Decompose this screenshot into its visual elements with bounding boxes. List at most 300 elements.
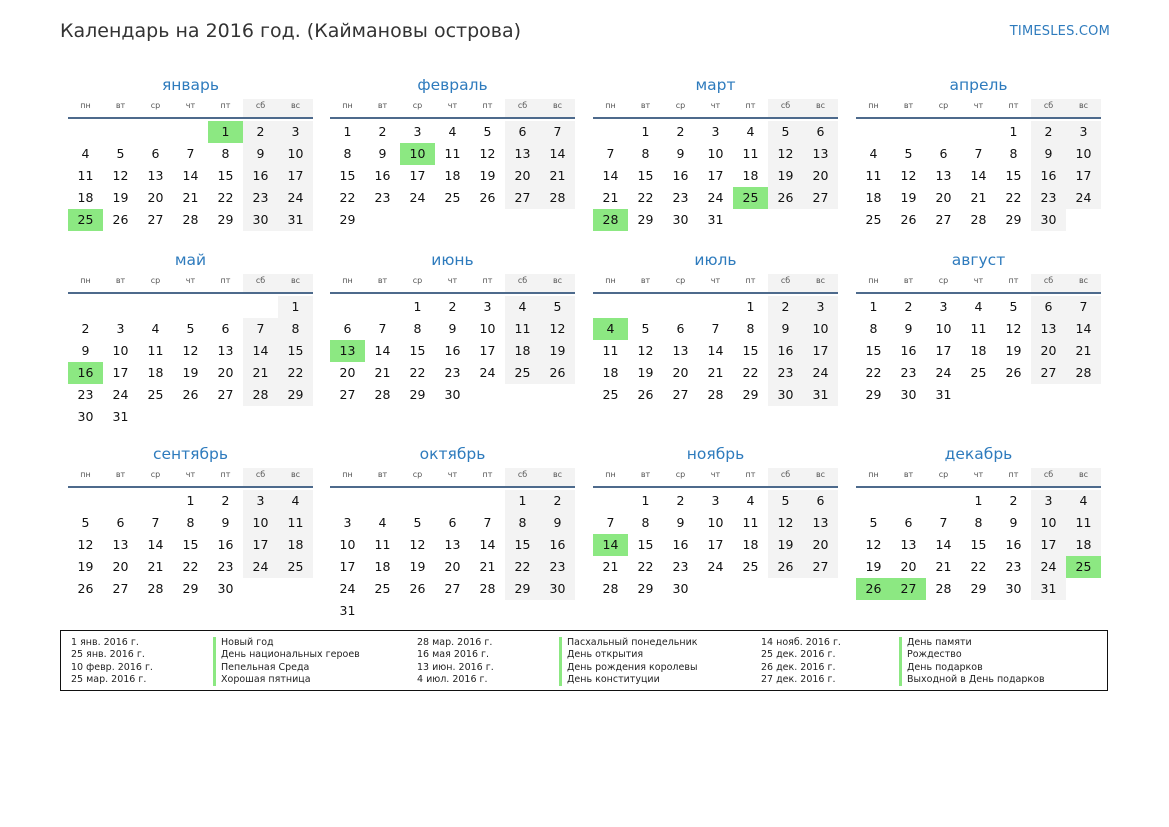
day-cell: 15 [505, 534, 540, 556]
month-title: март [695, 76, 736, 94]
holiday-day-cell: 1 [208, 121, 243, 143]
day-cell: 18 [1066, 534, 1101, 556]
day-cell: 15 [182, 537, 199, 552]
day-cell: 19 [409, 559, 426, 574]
day-cell: 7 [186, 146, 195, 161]
day-cell: 11 [374, 537, 391, 552]
legend-date: 1 янв. 2016 г. [71, 637, 139, 648]
day-cell: 5 [116, 146, 125, 161]
day-cell: 11 [444, 146, 461, 161]
day-cell: 6 [505, 121, 540, 143]
day-cell: 13 [803, 143, 838, 165]
day-cell: 1 [641, 493, 650, 508]
day-cell: 13 [444, 537, 461, 552]
legend-date: 13 июн. 2016 г. [417, 661, 494, 673]
day-cell: 10 [803, 318, 838, 340]
day-cell: 26 [112, 212, 129, 227]
day-cell: 2 [1009, 493, 1018, 508]
legend-holiday-name: День открытия [559, 649, 698, 661]
day-cell: 10 [1066, 143, 1101, 165]
legend-date-column [417, 637, 494, 686]
day-cell: 21 [147, 559, 164, 574]
day-cell: 1 [505, 490, 540, 512]
weekday-header [856, 468, 1101, 488]
day-cell: 19 [865, 559, 882, 574]
day-cell: 15 [865, 343, 882, 358]
day-cell: 22 [865, 365, 882, 380]
empty-cell [891, 121, 926, 143]
day-grid [68, 296, 313, 428]
day-cell: 8 [641, 146, 650, 161]
day-cell: 5 [869, 515, 878, 530]
day-cell: 11 [970, 321, 987, 336]
weekday-label: пн [342, 470, 353, 479]
weekday-label: пт [1008, 470, 1019, 479]
day-cell: 10 [278, 143, 313, 165]
empty-cell [698, 296, 733, 318]
day-cell: 3 [243, 490, 278, 512]
day-cell: 12 [77, 537, 94, 552]
holiday-day-cell: 14 [593, 534, 628, 556]
holiday-day-cell: 4 [593, 318, 628, 340]
month-block [330, 250, 575, 406]
empty-cell [103, 296, 138, 318]
day-cell: 12 [479, 146, 496, 161]
day-cell: 7 [711, 321, 720, 336]
day-cell: 19 [768, 534, 803, 556]
day-cell: 29 [339, 212, 356, 227]
day-cell: 16 [374, 168, 391, 183]
legend-date: 25 дек. 2016 г. [761, 649, 836, 661]
weekday-label: ср [938, 276, 949, 285]
day-cell: 30 [1005, 581, 1022, 596]
month-block [856, 444, 1101, 600]
day-cell: 1 [413, 299, 422, 314]
empty-cell [173, 121, 208, 143]
weekday-label: чт [185, 101, 196, 110]
day-cell: 14 [374, 343, 391, 358]
day-cell: 19 [1005, 343, 1022, 358]
day-cell: 24 [112, 387, 129, 402]
day-cell: 14 [243, 340, 278, 362]
weekday-label: чт [973, 276, 984, 285]
weekday-label: пт [482, 470, 493, 479]
day-cell: 8 [1009, 146, 1018, 161]
site-brand-link[interactable]: TIMESLES.COM [1009, 24, 1110, 39]
day-cell: 29 [217, 212, 234, 227]
day-cell: 12 [1005, 321, 1022, 336]
weekday-label: вт [903, 101, 914, 110]
day-cell: 22 [637, 559, 654, 574]
legend-holiday-name: Рождество [899, 649, 1045, 661]
day-cell: 2 [378, 124, 387, 139]
day-cell: 21 [707, 365, 724, 380]
day-cell: 20 [444, 559, 461, 574]
day-grid [68, 121, 313, 231]
day-cell: 20 [1031, 340, 1066, 362]
weekday-header [593, 274, 838, 294]
day-cell: 18 [865, 190, 882, 205]
day-cell: 23 [374, 190, 391, 205]
day-cell: 15 [409, 343, 426, 358]
day-cell: 9 [676, 515, 685, 530]
empty-cell [628, 296, 663, 318]
holiday-legend [60, 630, 1108, 691]
day-cell: 5 [641, 321, 650, 336]
day-cell: 29 [742, 387, 759, 402]
holiday-day-cell: 25 [733, 187, 768, 209]
day-cell: 26 [768, 556, 803, 578]
legend-date: 26 дек. 2016 г. [761, 661, 836, 673]
day-cell: 13 [112, 537, 129, 552]
empty-cell [365, 296, 400, 318]
day-cell: 17 [479, 343, 496, 358]
weekday-label: вт [640, 276, 651, 285]
empty-cell [138, 296, 173, 318]
weekday-label: ср [150, 101, 161, 110]
day-cell: 13 [505, 143, 540, 165]
weekday-header [68, 99, 313, 119]
day-cell: 12 [409, 537, 426, 552]
day-cell: 17 [243, 534, 278, 556]
day-cell: 2 [221, 493, 230, 508]
day-cell: 30 [768, 384, 803, 406]
weekday-label: чт [447, 276, 458, 285]
day-cell: 8 [641, 515, 650, 530]
day-cell: 26 [900, 212, 917, 227]
day-cell: 21 [970, 190, 987, 205]
weekday-header [68, 468, 313, 488]
day-cell: 21 [243, 362, 278, 384]
day-cell: 23 [1005, 559, 1022, 574]
day-cell: 11 [505, 318, 540, 340]
month-block [593, 250, 838, 406]
day-cell: 22 [742, 365, 759, 380]
day-cell: 31 [1031, 578, 1066, 600]
day-cell: 25 [505, 362, 540, 384]
day-cell: 26 [409, 581, 426, 596]
day-cell: 4 [448, 124, 457, 139]
day-cell: 1 [186, 493, 195, 508]
day-cell: 25 [602, 387, 619, 402]
day-cell: 19 [112, 190, 129, 205]
weekday-label: сб [1031, 468, 1066, 486]
day-grid [330, 490, 575, 622]
day-cell: 8 [869, 321, 878, 336]
legend-name-column [559, 637, 698, 686]
day-cell: 24 [339, 581, 356, 596]
day-cell: 3 [711, 493, 720, 508]
day-cell: 8 [413, 321, 422, 336]
day-cell: 30 [900, 387, 917, 402]
day-cell: 5 [768, 121, 803, 143]
day-cell: 26 [768, 187, 803, 209]
day-cell: 11 [742, 146, 759, 161]
day-cell: 7 [939, 515, 948, 530]
day-cell: 23 [768, 362, 803, 384]
day-cell: 27 [112, 581, 129, 596]
day-cell: 16 [444, 343, 461, 358]
day-cell: 16 [1005, 537, 1022, 552]
weekday-label: вт [640, 101, 651, 110]
day-cell: 6 [343, 321, 352, 336]
weekday-header [330, 274, 575, 294]
month-title: ноябрь [686, 445, 745, 463]
day-cell: 25 [865, 212, 882, 227]
weekday-label: ср [412, 470, 423, 479]
day-cell: 28 [707, 387, 724, 402]
day-cell: 5 [413, 515, 422, 530]
day-grid [68, 490, 313, 600]
day-cell: 11 [147, 343, 164, 358]
day-cell: 18 [147, 365, 164, 380]
day-cell: 23 [900, 365, 917, 380]
month-block [593, 75, 838, 231]
month-block [856, 250, 1101, 406]
day-cell: 10 [1031, 512, 1066, 534]
weekday-label: вт [377, 470, 388, 479]
day-cell: 14 [707, 343, 724, 358]
day-cell: 9 [448, 321, 457, 336]
day-cell: 21 [935, 559, 952, 574]
day-cell: 12 [540, 318, 575, 340]
day-cell: 4 [746, 493, 755, 508]
day-cell: 29 [865, 387, 882, 402]
day-cell: 29 [278, 384, 313, 406]
day-cell: 26 [637, 387, 654, 402]
day-cell: 22 [409, 365, 426, 380]
legend-date-column [761, 637, 841, 686]
day-cell: 20 [672, 365, 689, 380]
day-cell: 14 [970, 168, 987, 183]
empty-cell [330, 296, 365, 318]
day-cell: 28 [540, 187, 575, 209]
day-cell: 10 [243, 512, 278, 534]
day-cell: 16 [217, 537, 234, 552]
day-cell: 27 [339, 387, 356, 402]
day-cell: 29 [505, 578, 540, 600]
day-cell: 22 [970, 559, 987, 574]
month-block [330, 444, 575, 622]
day-cell: 13 [672, 343, 689, 358]
legend-holiday-name: Хорошая пятница [213, 674, 360, 686]
day-cell: 18 [374, 559, 391, 574]
empty-cell [400, 490, 435, 512]
weekday-label: чт [185, 276, 196, 285]
month-block [68, 250, 313, 428]
day-cell: 3 [343, 515, 352, 530]
legend-name-column [899, 637, 1045, 686]
weekday-label: ср [675, 470, 686, 479]
legend-date: 4 июл. 2016 г. [417, 673, 488, 685]
day-cell: 13 [900, 537, 917, 552]
legend-date: 28 мар. 2016 г. [417, 637, 493, 648]
day-cell: 23 [540, 556, 575, 578]
day-cell: 27 [672, 387, 689, 402]
empty-cell [330, 490, 365, 512]
day-cell: 27 [444, 581, 461, 596]
day-cell: 10 [707, 515, 724, 530]
day-cell: 17 [339, 559, 356, 574]
day-cell: 17 [1066, 165, 1101, 187]
day-cell: 2 [540, 490, 575, 512]
weekday-label: пт [745, 276, 756, 285]
month-block [856, 75, 1101, 231]
day-cell: 19 [479, 168, 496, 183]
empty-cell [593, 121, 628, 143]
weekday-label: вт [115, 276, 126, 285]
day-cell: 19 [637, 365, 654, 380]
holiday-day-cell: 13 [330, 340, 365, 362]
day-cell: 24 [707, 190, 724, 205]
day-cell: 28 [147, 581, 164, 596]
day-cell: 3 [413, 124, 422, 139]
month-title: февраль [417, 76, 488, 94]
day-cell: 29 [182, 581, 199, 596]
day-cell: 3 [278, 121, 313, 143]
day-cell: 17 [278, 165, 313, 187]
day-cell: 6 [448, 515, 457, 530]
day-cell: 22 [1005, 190, 1022, 205]
day-cell: 10 [479, 321, 496, 336]
day-cell: 15 [1005, 168, 1022, 183]
day-cell: 22 [278, 362, 313, 384]
empty-cell [593, 490, 628, 512]
day-cell: 9 [1031, 143, 1066, 165]
weekday-label: вс [1066, 274, 1101, 292]
day-cell: 3 [803, 296, 838, 318]
empty-cell [593, 296, 628, 318]
weekday-label: чт [710, 470, 721, 479]
day-cell: 18 [602, 365, 619, 380]
month-title: август [951, 251, 1006, 269]
weekday-label: чт [710, 101, 721, 110]
month-title: декабрь [944, 445, 1013, 463]
day-cell: 4 [1066, 490, 1101, 512]
day-cell: 25 [374, 581, 391, 596]
empty-cell [663, 296, 698, 318]
holiday-day-cell: 10 [400, 143, 435, 165]
day-cell: 31 [707, 212, 724, 227]
weekday-label: вс [278, 274, 313, 292]
weekday-label: сб [243, 468, 278, 486]
day-cell: 21 [374, 365, 391, 380]
weekday-label: сб [1031, 274, 1066, 292]
day-cell: 2 [1031, 121, 1066, 143]
day-cell: 31 [278, 209, 313, 231]
weekday-label: вт [640, 470, 651, 479]
day-cell: 20 [505, 165, 540, 187]
day-cell: 29 [970, 581, 987, 596]
legend-holiday-name: Выходной в День подарков [899, 674, 1045, 686]
weekday-label: вс [803, 99, 838, 117]
day-cell: 6 [221, 321, 230, 336]
day-cell: 9 [676, 146, 685, 161]
holiday-day-cell: 16 [68, 362, 103, 384]
day-cell: 16 [243, 165, 278, 187]
weekday-label: пн [605, 470, 616, 479]
day-cell: 31 [935, 387, 952, 402]
day-cell: 9 [243, 143, 278, 165]
day-cell: 3 [711, 124, 720, 139]
day-cell: 20 [217, 365, 234, 380]
day-cell: 17 [112, 365, 129, 380]
month-title: май [174, 251, 207, 269]
month-block [68, 444, 313, 600]
day-cell: 28 [182, 212, 199, 227]
day-cell: 17 [1031, 534, 1066, 556]
day-cell: 1 [869, 299, 878, 314]
weekday-label: пн [868, 101, 879, 110]
month-title: январь [161, 76, 220, 94]
day-cell: 29 [637, 581, 654, 596]
day-cell: 3 [483, 299, 492, 314]
day-cell: 15 [637, 537, 654, 552]
day-cell: 24 [409, 190, 426, 205]
day-cell: 10 [112, 343, 129, 358]
legend-date: 16 мая 2016 г. [417, 649, 490, 661]
day-cell: 15 [339, 168, 356, 183]
day-cell: 23 [217, 559, 234, 574]
weekday-label: вс [803, 468, 838, 486]
weekday-label: сб [768, 468, 803, 486]
day-cell: 2 [448, 299, 457, 314]
day-cell: 24 [1031, 556, 1066, 578]
weekday-label: пн [80, 276, 91, 285]
day-cell: 9 [378, 146, 387, 161]
day-cell: 30 [672, 581, 689, 596]
weekday-label: вс [278, 99, 313, 117]
day-grid [593, 121, 838, 231]
day-cell: 15 [217, 168, 234, 183]
weekday-label: пн [80, 470, 91, 479]
day-cell: 12 [865, 537, 882, 552]
day-cell: 30 [77, 409, 94, 424]
day-cell: 12 [900, 168, 917, 183]
day-cell: 23 [1031, 187, 1066, 209]
day-cell: 10 [707, 146, 724, 161]
weekday-label: пн [868, 470, 879, 479]
day-cell: 21 [182, 190, 199, 205]
day-cell: 31 [339, 603, 356, 618]
weekday-label: пн [605, 276, 616, 285]
day-cell: 16 [768, 340, 803, 362]
weekday-label: пн [605, 101, 616, 110]
day-cell: 1 [974, 493, 983, 508]
day-cell: 10 [935, 321, 952, 336]
weekday-label: вт [903, 276, 914, 285]
weekday-label: вс [803, 274, 838, 292]
weekday-label: ср [150, 276, 161, 285]
day-cell: 7 [483, 515, 492, 530]
weekday-label: сб [505, 99, 540, 117]
day-cell: 11 [742, 515, 759, 530]
month-title: апрель [949, 76, 1008, 94]
empty-cell [103, 121, 138, 143]
day-cell: 17 [707, 168, 724, 183]
weekday-label: ср [675, 101, 686, 110]
day-cell: 14 [1066, 318, 1101, 340]
weekday-header [68, 274, 313, 294]
month-block [68, 75, 313, 231]
day-cell: 21 [479, 559, 496, 574]
weekday-label: вс [540, 274, 575, 292]
day-cell: 23 [77, 387, 94, 402]
day-grid [593, 490, 838, 600]
day-cell: 6 [151, 146, 160, 161]
day-cell: 24 [1066, 187, 1101, 209]
legend-holiday-name: День подарков [899, 662, 1045, 674]
